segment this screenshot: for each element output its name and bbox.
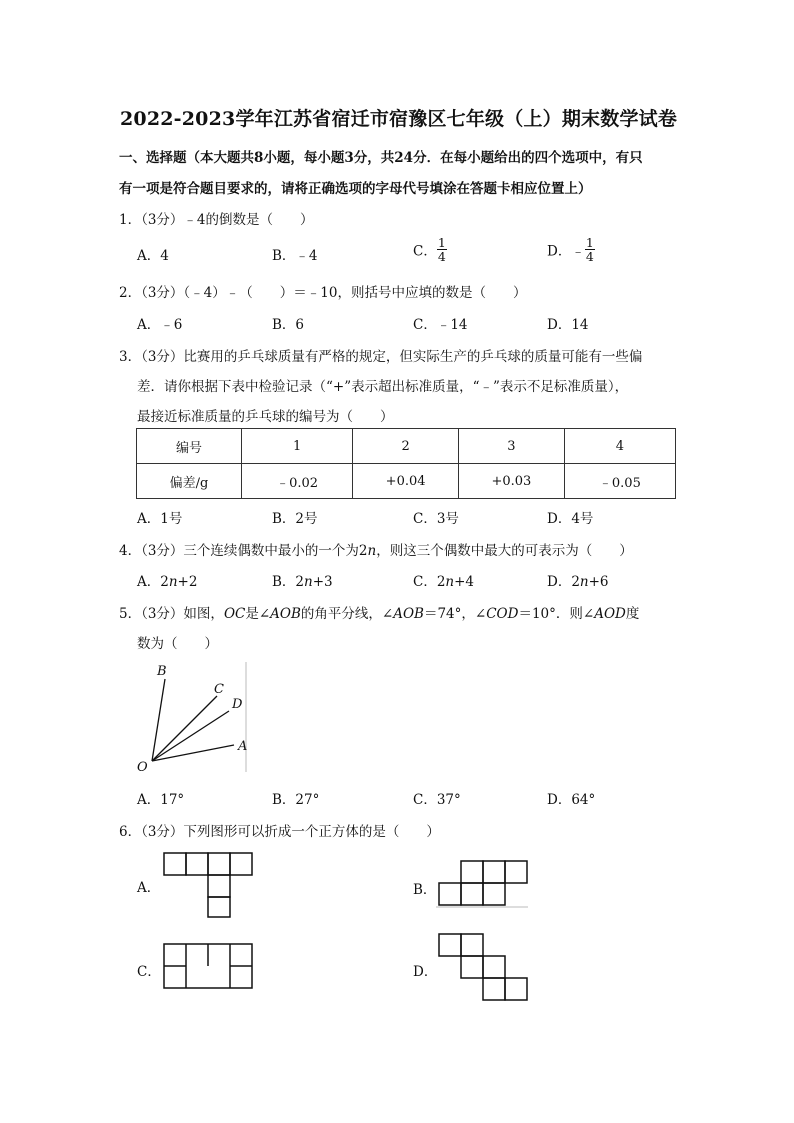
- point-label-a: A: [238, 739, 248, 754]
- q5-text: ＝74°，∠: [423, 606, 487, 622]
- option-var: n: [304, 574, 313, 590]
- q3-stem-line1: 3．（3分）比赛用的乒乓球质量有严格的规定，但实际生产的乒乓球的质量可能有一些偏: [119, 349, 643, 365]
- q3-option-c[interactable]: C．3号: [413, 511, 459, 527]
- point-label-b: B: [157, 664, 167, 679]
- q1-option-d-prefix: D．﹣: [547, 243, 585, 260]
- q5-text: 5．（3分）如图，: [119, 606, 224, 622]
- q5-option-a[interactable]: A．17°: [137, 792, 185, 808]
- q6-option-c[interactable]: C．: [137, 964, 161, 980]
- table-row: [137, 464, 676, 499]
- option-suffix: +6: [588, 574, 609, 590]
- q4-stem-part1: 4．（3分）三个连续偶数中最小的一个为2: [119, 543, 368, 559]
- q5-text: ＝10°．则∠: [518, 606, 595, 622]
- net-square: [186, 853, 208, 875]
- cube-net-a: [160, 850, 256, 920]
- q5-text: 的角平分线，∠: [300, 606, 394, 622]
- fraction-denominator: 4: [437, 249, 446, 265]
- net-square: [164, 853, 186, 875]
- option-prefix: D．2: [547, 574, 580, 590]
- section-header-line1: 一、选择题（本大题共8小题，每小题3分，共24分．在每小题给出的四个选项中，有只: [119, 150, 643, 166]
- q6-option-d[interactable]: D．: [413, 964, 438, 980]
- page-title: 2022-2023学年江苏省宿迁市宿豫区七年级（上）期末数学试卷: [120, 108, 678, 130]
- q4-option-d[interactable]: [547, 570, 609, 590]
- q5-option-b[interactable]: B．27°: [272, 792, 320, 808]
- q4-stem: [119, 539, 633, 559]
- net-square: [439, 883, 461, 905]
- q4-stem-part2: ，则这三个偶数中最大的可表示为（ ）: [376, 543, 633, 559]
- q5-text: 度: [625, 606, 640, 622]
- cube-net-d: [434, 930, 530, 1004]
- q5-var-oc: OC: [223, 606, 246, 622]
- table-cell: 4: [564, 429, 675, 464]
- q4-option-c[interactable]: [413, 570, 474, 590]
- q4-option-a[interactable]: [137, 570, 197, 590]
- table-cell: 2: [353, 429, 459, 464]
- table-cell: 偏差/g: [137, 464, 242, 499]
- net-square: [461, 883, 483, 905]
- q5-stem-line2: 数为（ ）: [137, 636, 218, 652]
- net-square: [208, 897, 230, 917]
- option-prefix: B．2: [272, 574, 305, 590]
- cube-net-c: [160, 940, 256, 992]
- ray-ob: [152, 679, 165, 761]
- table-cell: 1: [242, 429, 353, 464]
- net-square: [230, 853, 252, 875]
- net-square: [483, 861, 505, 883]
- q2-option-a[interactable]: A．﹣6: [137, 317, 183, 333]
- deviation-table: [136, 428, 676, 499]
- q1-option-a[interactable]: A．4: [137, 248, 169, 264]
- q3-stem-line2: 差．请你根据下表中检验记录（“+”表示超出标准质量，“﹣”表示不足标准质量），: [137, 379, 629, 395]
- q4-stem-var: n: [367, 543, 377, 559]
- q1-option-d[interactable]: [547, 236, 595, 263]
- q2-option-d[interactable]: D．14: [547, 317, 589, 333]
- section-header-line2: 有一项是符合题目要求的，请将正确选项的字母代号填涂在答题卡相应位置上）: [119, 181, 592, 197]
- net-square: [461, 934, 483, 956]
- table-cell: 3: [458, 429, 564, 464]
- q6-option-b[interactable]: B．: [413, 882, 437, 898]
- q5-var-cod: COD: [486, 606, 519, 622]
- fraction-denominator: 4: [585, 249, 594, 265]
- q1-option-b[interactable]: B．﹣4: [272, 248, 318, 264]
- q5-var-aob: AOB: [393, 606, 424, 622]
- q4-option-b[interactable]: [272, 570, 333, 590]
- net-square: [483, 883, 505, 905]
- table-cell: +0.04: [353, 464, 459, 499]
- q5-text: 是∠: [245, 606, 271, 622]
- q3-option-b[interactable]: B．2号: [272, 511, 318, 527]
- cube-net-b: [434, 858, 530, 910]
- table-row: [137, 429, 676, 464]
- net-square: [505, 861, 527, 883]
- q1-option-c[interactable]: [413, 236, 447, 263]
- angle-figure: [132, 660, 252, 778]
- option-suffix: +4: [454, 574, 475, 590]
- q1-stem: 1．（3分）﹣4的倒数是（ ）: [119, 212, 314, 228]
- q3-stem-line3: 最接近标准质量的乒乓球的编号为（ ）: [137, 409, 394, 425]
- point-label-c: C: [214, 682, 224, 697]
- option-var: n: [579, 574, 589, 590]
- option-var: n: [168, 574, 178, 590]
- q5-option-d[interactable]: D．64°: [547, 792, 596, 808]
- table-cell: ﹣0.05: [564, 464, 675, 499]
- net-square: [439, 934, 461, 956]
- option-suffix: +2: [177, 574, 198, 590]
- net-square: [208, 853, 230, 875]
- option-prefix: C．2: [413, 574, 446, 590]
- q1-option-c-fraction: [437, 236, 447, 263]
- q1-option-d-fraction: [585, 236, 595, 263]
- net-square: [483, 956, 505, 978]
- net-square: [483, 978, 505, 1000]
- q5-option-c[interactable]: C．37°: [413, 792, 461, 808]
- ray-oc: [152, 696, 217, 761]
- q3-option-a[interactable]: A．1号: [137, 511, 183, 527]
- net-square: [461, 861, 483, 883]
- fraction-numerator: 1: [585, 235, 594, 250]
- net-square: [208, 875, 230, 897]
- option-prefix: A．2: [137, 574, 169, 590]
- q6-option-a[interactable]: A．: [137, 880, 161, 896]
- net-square: [505, 978, 527, 1000]
- net-square: [461, 956, 483, 978]
- point-label-o: O: [137, 760, 148, 775]
- q2-stem: 2．（3分）（﹣4）﹣（ ）＝﹣10，则括号中应填的数是（ ）: [119, 285, 527, 301]
- table-cell: 编号: [137, 429, 242, 464]
- q2-option-c[interactable]: C．﹣14: [413, 317, 468, 333]
- q3-option-d[interactable]: D．4号: [547, 511, 594, 527]
- q2-option-b[interactable]: B．6: [272, 317, 305, 333]
- option-suffix: +3: [312, 574, 333, 590]
- point-label-d: D: [232, 697, 243, 712]
- option-var: n: [445, 574, 455, 590]
- table-cell: ﹣0.02: [242, 464, 353, 499]
- fraction-numerator: 1: [437, 235, 446, 250]
- q5-var-aob: AOB: [270, 606, 301, 622]
- table-cell: +0.03: [458, 464, 564, 499]
- q5-stem-line1: [119, 602, 639, 622]
- q5-var-aod: AOD: [594, 606, 626, 622]
- q1-option-c-prefix: C．: [413, 243, 437, 260]
- q6-stem: 6．（3分）下列图形可以折成一个正方体的是（ ）: [119, 824, 440, 840]
